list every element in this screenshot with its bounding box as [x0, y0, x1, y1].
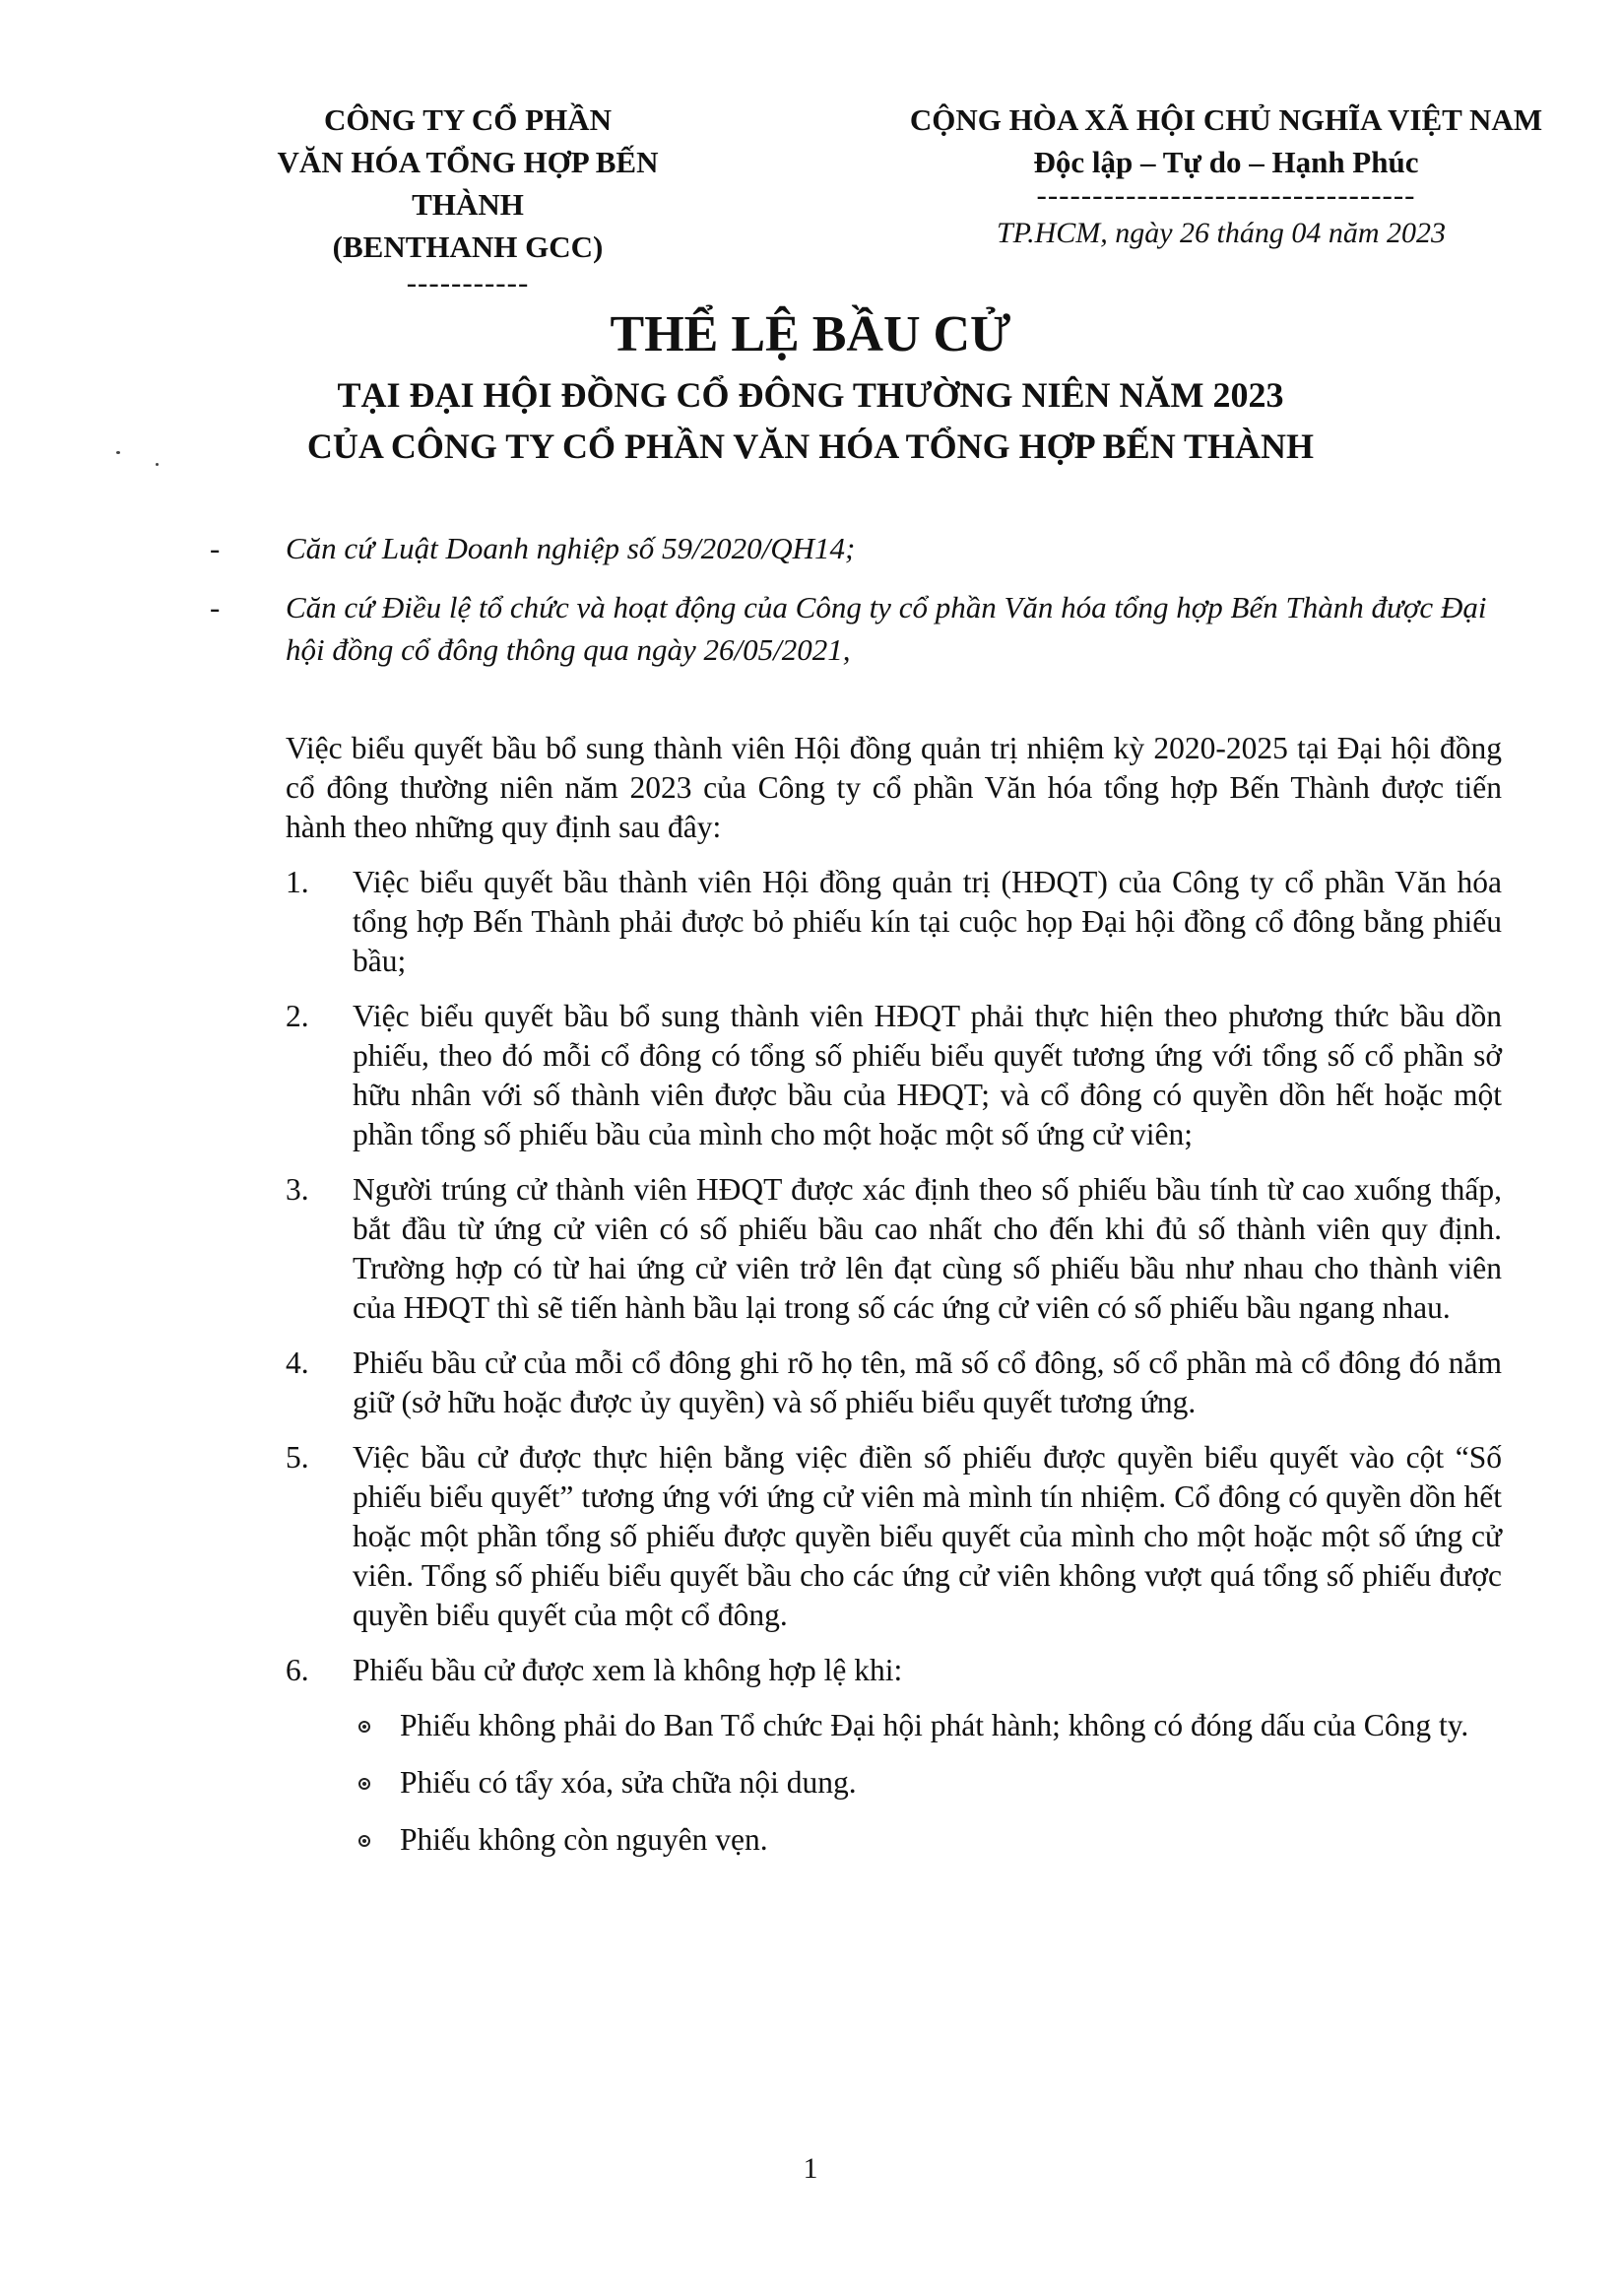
- rule-text: Phiếu bầu cử được xem là không hợp lệ khi:: [353, 1653, 903, 1687]
- invalid-case-text: Phiếu không phải do Ban Tổ chức Đại hội phát hành; không có đóng dấu của Công ty.: [400, 1708, 1469, 1742]
- invalid-cases-list: [353, 1706, 1502, 1860]
- rule-text: Việc biểu quyết bầu thành viên Hội đồng quản trị (HĐQT) của Công ty cổ phần Văn hóa tổng hợp Bến Thành phải được bỏ phiếu kín tại cuộc họp Đại hội đồng cổ đông bằng phiếu bầu;: [353, 865, 1502, 978]
- title-main: THỂ LỆ BẦU CỬ: [610, 306, 1011, 362]
- rule-item: [286, 1438, 1502, 1635]
- rule-number: 2.: [286, 999, 309, 1033]
- intro-paragraph: Việc biểu quyết bầu bổ sung thành viên Hội đồng quản trị nhiệm kỳ 2020-2025 tại Đại hội đồng cổ đông thường niên năm 2023 của Công ty cổ phần Văn hóa tổng hợp Bến Thành được tiến hành theo những quy định sau đây:: [286, 731, 1502, 844]
- rule-text: Người trúng cử thành viên HĐQT được xác định theo số phiếu bầu tính từ cao xuống thấp, bắt đầu từ ứng cử viên có số phiếu bầu cao nhất cho đến khi đủ số thành viên quy định. Trường hợp có từ hai ứng cử viên trở lên đạt cùng số phiếu bầu như nhau cho thành viên của HĐQT thì sẽ tiến hành bầu lại trong số các ứng cử viên có số phiếu bầu ngang nhau.: [353, 1172, 1502, 1325]
- company-divider: -----------: [406, 265, 530, 299]
- rules-list: [286, 863, 1502, 1690]
- scan-speck: [116, 451, 120, 454]
- national-divider: ----------------------------------: [1036, 177, 1416, 212]
- rule-item: [286, 1344, 1502, 1422]
- legal-basis-item: [210, 527, 1497, 569]
- rule-item: [286, 997, 1502, 1154]
- legal-basis-list: [210, 527, 1497, 688]
- rule-number: 5.: [286, 1440, 309, 1475]
- dash-bullet: -: [210, 590, 221, 624]
- rule-number: 3.: [286, 1172, 309, 1207]
- circle-bullet-icon: [358, 1778, 370, 1790]
- document-date: TP.HCM, ngày 26 tháng 04 năm 2023: [996, 217, 1447, 249]
- company-name-line2: VĂN HÓA TỔNG HỢP BẾN THÀNH: [277, 145, 659, 222]
- rule-item: [286, 1170, 1502, 1328]
- dash-bullet: -: [210, 531, 221, 565]
- title-sub-2: CỦA CÔNG TY CỔ PHẦN VĂN HÓA TỔNG HỢP BẾN THÀNH: [306, 426, 1315, 466]
- national-motto: Độc lập – Tự do – Hạnh Phúc: [1033, 145, 1419, 179]
- rule-item: [286, 863, 1502, 981]
- rule-number: 6.: [286, 1653, 309, 1687]
- circle-bullet-icon: [358, 1721, 370, 1733]
- scan-speck: [156, 463, 159, 466]
- invalid-case-item: [353, 1820, 1502, 1860]
- invalid-case-item: [353, 1706, 1502, 1745]
- circle-bullet-icon: [358, 1835, 370, 1847]
- rule-text: Phiếu bầu cử của mỗi cổ đông ghi rõ họ tên, mã số cổ đông, số cổ phần mà cổ đông đó nắm giữ (sở hữu hoặc được ủy quyền) và số phiếu biểu quyết tương ứng.: [353, 1345, 1502, 1419]
- legal-basis-text: Căn cứ Điều lệ tổ chức và hoạt động của Công ty cổ phần Văn hóa tổng hợp Bến Thành được Đại hội đồng cổ đông thông qua ngày 26/05/2021,: [286, 590, 1487, 667]
- company-short-name: (BENTHANH GCC): [332, 230, 604, 264]
- national-title: CỘNG HÒA XÃ HỘI CHỦ NGHĨA VIỆT NAM: [909, 102, 1543, 137]
- rule-item: [286, 1651, 1502, 1690]
- document-body: [286, 729, 1502, 1877]
- company-header: [231, 98, 704, 297]
- invalid-case-text: Phiếu có tẩy xóa, sửa chữa nội dung.: [400, 1765, 857, 1800]
- legal-basis-text: Căn cứ Luật Doanh nghiệp số 59/2020/QH14;: [286, 531, 856, 565]
- rule-number: 4.: [286, 1345, 309, 1380]
- rule-number: 1.: [286, 865, 309, 899]
- page-number: 1: [803, 2152, 818, 2185]
- legal-basis-item: [210, 586, 1497, 671]
- invalid-case-text: Phiếu không còn nguyên vẹn.: [400, 1822, 768, 1857]
- rule-text: Việc biểu quyết bầu bổ sung thành viên HĐQT phải thực hiện theo phương thức bầu dồn phiếu, theo đó mỗi cổ đông có tổng số phiếu biểu quyết tương ứng với tổng số cổ phần sở hữu nhân với số thành viên được bầu của HĐQT; và cổ đông có quyền dồn hết hoặc một phần tổng số phiếu bầu của mình cho một hoặc một số ứng cử viên;: [353, 999, 1502, 1151]
- rule-text: Việc bầu cử được thực hiện bằng việc điền số phiếu được quyền biểu quyết vào cột “Số phiếu biểu quyết” tương ứng với ứng cử viên mà mình tín nhiệm. Cổ đông có quyền dồn hết hoặc một phần tổng số phiếu được quyền biểu quyết của mình cho một hoặc một số ứng cử viên. Tổng số phiếu biểu quyết bầu cho các ứng cử viên không vượt quá tổng số phiếu được quyền biểu quyết của một cổ đông.: [353, 1440, 1502, 1632]
- title-sub-1: TẠI ĐẠI HỘI ĐỒNG CỔ ĐÔNG THƯỜNG NIÊN NĂM 2023: [337, 375, 1284, 415]
- document-title: [118, 300, 1503, 472]
- invalid-case-item: [353, 1763, 1502, 1803]
- national-header: [881, 98, 1571, 212]
- company-name-line1: CÔNG TY CỔ PHẦN: [324, 102, 612, 137]
